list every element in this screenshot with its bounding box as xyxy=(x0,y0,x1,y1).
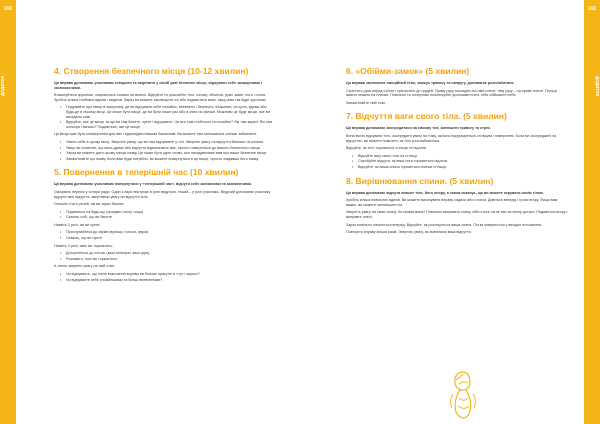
section-4-paragraph: Влаштуйтеся зручніше, спираючись ногами на землю. Відчуйте та розслабте тіло, голову, обличчя, руки, живіт, ноги і стопи. Зробіть кілька глибоких вдихів і видихів. Зараз ви можете заплющити очі або подивитися вниз, якщо вам так буде зручніше. xyxy=(54,93,267,102)
section-4-intro: Ця вправа допомагає учасникам створити та закріпити у своїй уяві безпечне місце, відчувати себе захищеними і заспокоєними. xyxy=(54,81,262,90)
section-7-list xyxy=(346,154,568,170)
section-7-intro: Ця вправа допомагає зосередитися на своєму тілі, зменшити тривогу та стрес. xyxy=(346,126,492,131)
section-4-list xyxy=(54,105,276,129)
list-item: • Відчуйте, як ваша спина торкається спинки стільця. xyxy=(358,165,568,170)
section-6-paragraph: Запам'ятайте свій стан. xyxy=(346,100,387,105)
list-item: • Зараз ви можете дати цьому місцю назву. Це може бути одне слово, яке нагадуватиме вам про ваше безпечне місце. xyxy=(66,151,276,156)
list-item: • Подумайте про місце в минулому, де ви відчували себе спокійно, впевнено і безпечно. Можливо, на кухні, вдома або будь-де в іншому місці. Це може бути місце, де ви були лише раз або в книзі чи фільмі. Можливо це буде місце, яке ви вигадали самі. xyxy=(66,105,276,119)
section-4-paragraph: Ця місце має бути комфортним для вас і відповідати вашим бажанням. Ви можете там залишатися скільки забажаєте. xyxy=(54,132,258,137)
list-item: • Спробуйте відчути, як ваші ноги торкаються підлоги. xyxy=(358,159,568,164)
list-item: • Подивіться на будь-що (предмет, колір тощо). xyxy=(66,210,276,215)
page-number-right: 161 xyxy=(587,6,597,12)
section-4-title: 4. Створення безпечного місця (10-12 хвилин) xyxy=(54,66,249,76)
section-8-paragraph: Зараз повільно нахиліться вперед. Відчуйте, як розтягується ваша спина. Потім поверніться у вихідне положення. xyxy=(346,222,543,227)
page-number-left: 160 xyxy=(3,6,13,12)
section-5-intro: Ця вправа допомагає учасникам повернутися у «теперішній час», відчути себе залізаними та заземленими. xyxy=(54,182,252,187)
section-7-paragraph: Вона вчить відчувати тіло, зосередити увагу на тому, як воно підтримується стільцем і поверхнею. Коли ви зосереджені на відчуттях, ви можете помітити, як тіло розслабляється. xyxy=(346,133,557,143)
side-label-left: додаток xyxy=(0,75,6,97)
side-label-right: додаток xyxy=(594,75,600,97)
list-item: • Скажіть собі, що ви бачите. xyxy=(66,215,276,220)
decorative-figure-icon xyxy=(447,368,479,420)
section-5-list xyxy=(54,272,276,282)
list-item: • Скажіть, що ви чуєте. xyxy=(66,236,276,241)
section-5-paragraph: Опишіть п'ять речей, які ви зараз бачите: xyxy=(54,202,125,207)
section-5-paragraph: Назвіть 3 речі, яких ви торкаєтесь: xyxy=(54,243,114,248)
section-8-paragraph: Зробіть кілька повільних вдихів. Ви можете виконувати вправу сидячи або стоячи. Дивіться вперед і трохи вгору. Якщо вам важко, ви можете заплющити очі. xyxy=(346,198,558,207)
list-item: • Чи відчуваєте, що після виконання вправи ви більше присутні в «тут і зараз»? xyxy=(66,272,276,277)
section-5-list xyxy=(54,251,276,261)
section-8-title: 8. Вирівнювання спини. (5 хвилин) xyxy=(346,175,494,186)
section-6-paragraph: Схрестіть руки перед собою і притисніть до грудей. Праву руку покладіть на ліве плече, ліву руку – на праве плече. Пальці мають лежати на плечах. Повільно та почергово поплескуйте долонями плечі, ніби обіймаєте себе. xyxy=(346,88,557,98)
section-6-title: 6. «Обійми-замок» (5 хвилин) xyxy=(346,66,470,76)
right-page-column xyxy=(346,0,568,424)
section-6-intro: Ця вправа заспокоює емоційний стан, знижує тривогу та напругу, допомагає розслабитися. xyxy=(346,81,515,85)
list-item: • Відчуйте, яке це місце та що ви там бачите, чуєте і відчуваєте. Чи все там стабільно та спокійно? Які там звуки? Які там кольори і запахи? Подивіться, яке це місце. xyxy=(66,120,276,129)
section-5-paragraph: А тепер зверніть увагу на свій стан: xyxy=(54,264,115,269)
list-item: • Прислухайтеся до звуків (вулиця, голоси, звуки). xyxy=(66,230,276,235)
section-5-title: 5. Повернення в теперішній час (10 хвилин) xyxy=(54,167,239,178)
list-item: • Запам'ятайте цю назву. Коли вам буде потрібно, ви можете повернутися в це місце, просто згадавши його назву. xyxy=(66,157,276,162)
section-5-list xyxy=(54,230,276,240)
section-8-paragraph: Повторіть вправу кілька разів. Зверніть увагу, як змінилися ваші відчуття. xyxy=(346,230,472,235)
section-5-paragraph: Назвіть 3 речі, які ви чуєте: xyxy=(54,222,101,227)
section-8-intro: Ця вправа допомагає відчути власне тіло, його опору, а також показує, що ви можете керувати своїм тілом. xyxy=(346,190,544,195)
section-5-paragraph: Оформіть перелік у чотири ряди. Один з пари виступає в ролі ведучого, інший – у ролі учасника. Ведучий допомагає учаснику відчути свої відчуття, звертаючи увагу на відчуття тіла. xyxy=(54,189,271,199)
list-item: • Якщо ви помітите, що якісь думки або відчуття відволікають вас, просто поверніться до вашого безпечного місця. xyxy=(66,146,276,151)
list-item: • Уявіть себе в цьому місці. Зверніть увагу, що ви там відчуваєте у тілі. Зверніть увагу на відчуття безпеки та спокою. xyxy=(66,140,276,145)
list-item: • Відчуйте вагу свого тіла на стільці. xyxy=(358,154,568,159)
section-4-list xyxy=(54,140,276,161)
section-8-paragraph: Зверніть увагу на свою спину. Чи пряма вона? Повільно випряміть спину, ніби хтось тягне вас за нитку догори. Подивіться вгору і виправте плечі. xyxy=(346,210,568,219)
list-item: • Розкажіть, чого ви торкаєтесь. xyxy=(66,257,276,262)
list-item: • Чи відчуваєте себе спокійнішими та більш впевненими? xyxy=(66,278,276,283)
list-item: • Доторкніться до чогось (ваш телефон, ваш одяг). xyxy=(66,251,276,256)
section-7-paragraph: Відчуйте, як тіло торкається стільця та підлоги. xyxy=(346,146,428,151)
left-page-column xyxy=(54,0,276,424)
section-5-list xyxy=(54,210,276,220)
section-7-title: 7. Відчуття ваги свого тіла. (5 хвилин) xyxy=(346,111,507,122)
